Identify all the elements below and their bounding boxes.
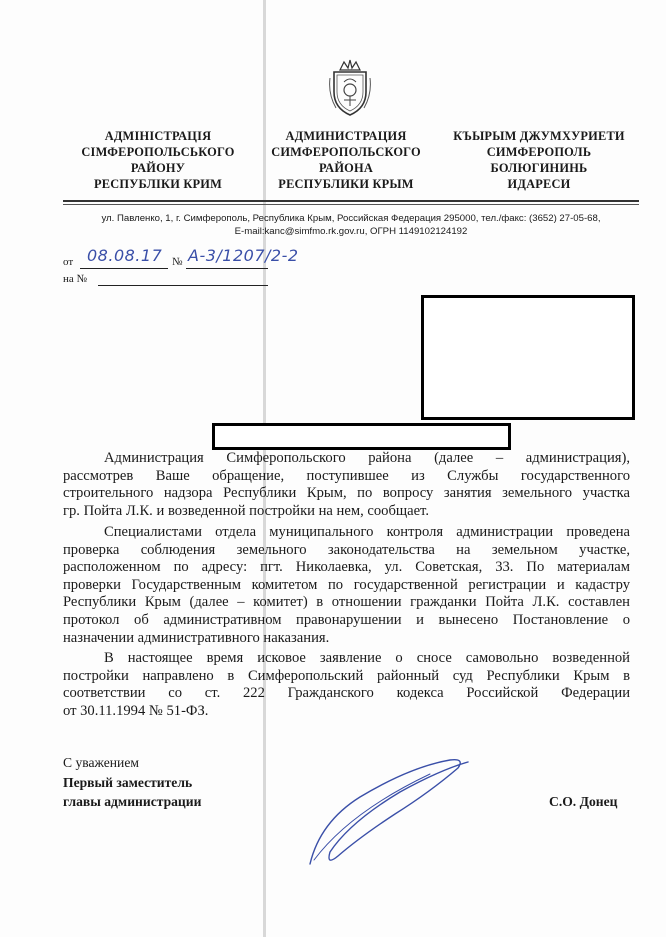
number-underline <box>186 268 268 269</box>
number-label: № <box>172 256 183 268</box>
header-line: КЪЫРЫМ ДЖУМХУРИЕТИ <box>453 129 625 143</box>
address-line: ул. Павленко, 1, г. Симферополь, Республика Крым, Российская Федерация 295000, тел./факс: (3652) 27-05-68, <box>101 213 601 224</box>
header-ukrainian-name <box>63 128 253 192</box>
header-line: РАЙОНА <box>319 161 373 175</box>
signatory-title-line2: главы администрации <box>63 794 202 809</box>
header-line: ИДАРЕСИ <box>507 177 571 191</box>
header-russian-name <box>253 128 439 192</box>
closing-regards: С уважением <box>63 755 139 770</box>
paragraph-line: расположенном по адресу: пгт. Николаевка, ул. Советская, 33. По материалам <box>63 559 630 576</box>
header-crimean-tatar-name <box>441 128 637 192</box>
paragraph-line: Республики Крым (далее – комитет) в отношении гражданки Пойта Л.К. составлен <box>63 594 630 611</box>
header-line: АДМИНИСТРАЦИЯ <box>285 129 407 143</box>
paragraph-inspection <box>63 524 630 647</box>
paragraph-line: назначении административного наказания. <box>63 629 330 646</box>
address-block <box>63 212 639 238</box>
paragraph-line: протокол об административном правонарушении и вынесено Постановление о <box>63 611 630 628</box>
paragraph-line: В настоящее время исковое заявление о сносе самовольно возведенной <box>104 650 630 666</box>
header-line: РЕСПУБЛІКИ КРИМ <box>93 177 223 191</box>
paragraph-line: проверка соблюдения земельного законодательства на земельном участке, <box>63 541 630 558</box>
paragraph-line: строительного надзора Республики Крым, по вопросу занятия земельного участка <box>63 485 630 502</box>
header-line: АДМІНІСТРАЦІЯ <box>104 129 212 143</box>
paragraph-line: постройки направлено в Симферопольский районный суд Республики Крым в <box>63 667 630 684</box>
header-line: РАЙОНУ <box>130 161 186 175</box>
header-divider-thin <box>63 204 639 205</box>
crimea-emblem-icon <box>328 58 372 118</box>
paragraph-line: рассмотрев Ваше обращение, поступившее из Службы государственного <box>63 467 630 484</box>
redacted-addressee-block <box>421 295 635 420</box>
paragraph-lawsuit <box>63 650 630 720</box>
handwritten-signature-icon <box>290 752 490 872</box>
reference-underline <box>98 285 268 286</box>
redacted-salutation <box>212 423 511 450</box>
signatory-name: С.О. Донец <box>549 794 618 809</box>
header-line: БОЛЮГИНИНЬ <box>490 161 588 175</box>
signatory-title-line1: Первый заместитель <box>63 775 193 790</box>
address-line: E-mail:kanc@simfmo.rk.gov.ru, ОГРН 1149102124192 <box>234 226 468 237</box>
date-label: от <box>63 256 74 268</box>
paragraph-line: Специалистами отдела муниципального контроля администрации проведена <box>104 524 630 540</box>
date-value: 08.08.17 <box>87 246 163 265</box>
header-divider <box>63 200 639 202</box>
header-line: СИМФЕРОПОЛЬСКОГО <box>271 145 421 159</box>
header-line: СІМФЕРОПОЛЬСЬКОГО <box>81 145 235 159</box>
header-line: СИМФЕРОПОЛЬ <box>486 145 592 159</box>
paragraph-line: от 30.11.1994 № 51-ФЗ. <box>63 702 209 719</box>
paragraph-intro <box>63 450 630 520</box>
header-line: РЕСПУБЛИКИ КРЫМ <box>278 177 414 191</box>
paragraph-line: проверки Государственным комитетом по государственной регистрации и кадастру <box>63 576 630 593</box>
reference-label: на № <box>63 273 88 285</box>
paragraph-line: Администрация Симферопольского района (далее – администрация), <box>104 450 630 466</box>
number-value: А-3/1207/2-2 <box>188 246 299 265</box>
date-underline <box>80 268 168 269</box>
paragraph-line: гр. Пойта Л.К. и возведенной постройки на нем, сообщает. <box>63 502 429 519</box>
paragraph-line: соответствии со ст. 222 Гражданского кодекса Российской Федерации <box>63 685 630 702</box>
